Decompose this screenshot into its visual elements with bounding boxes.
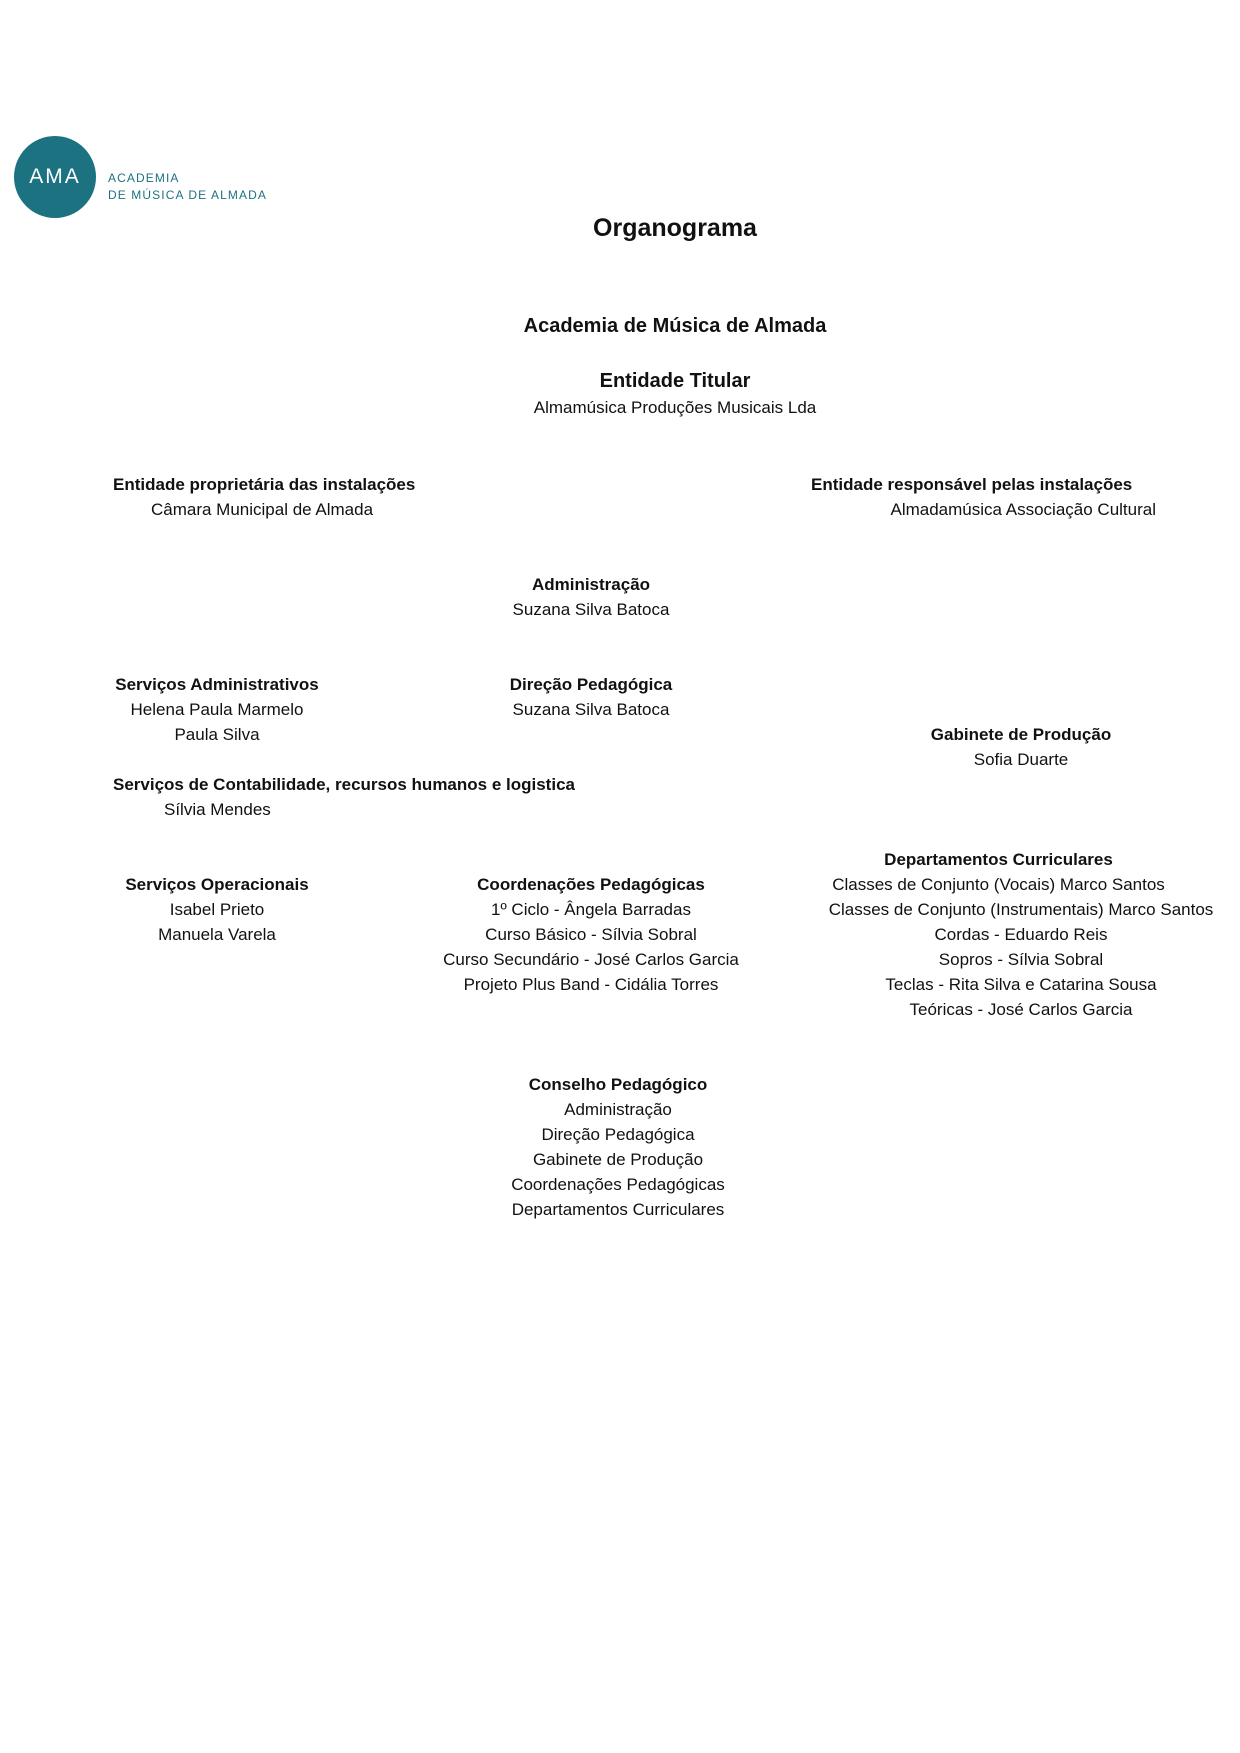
administracao-value: Suzana Silva Batoca [512,600,670,619]
conselho-pedagogico [468,1072,768,1222]
servicos-administrativos-member: Paula Silva [174,725,260,744]
page-title: Organograma [593,214,757,242]
servicos-operacionais [92,872,342,947]
departamento-item: Cordas - Eduardo Reis [934,925,1108,944]
conselho-pedagogico-heading: Conselho Pedagógico [528,1075,708,1094]
entidade-titular-heading: Entidade Titular [599,370,751,392]
entidade-proprietaria-heading: Entidade proprietária das instalações [113,475,416,494]
gabinete-producao [896,722,1146,772]
conselho-item: Departamentos Curriculares [511,1200,725,1219]
logo-line-2: DE MÚSICA DE ALMADA [108,188,267,202]
departamento-item: Sopros - Sílvia Sobral [938,950,1104,969]
servicos-operacionais-member: Manuela Varela [158,925,276,944]
administracao [468,572,714,622]
coordenacoes-pedagogicas [436,872,746,997]
gabinete-producao-value: Sofia Duarte [973,750,1069,769]
departamento-item: Classes de Conjunto (Instrumentais) Marco Santos [828,900,1214,919]
servicos-administrativos [92,672,342,747]
coordenacao-item: 1º Ciclo - Ângela Barradas [491,900,691,919]
conselho-item: Administração [564,1100,672,1119]
entidade-proprietaria-value: Câmara Municipal de Almada [150,500,374,519]
logo-wordmark [108,170,267,204]
logo-abbr: AMA [29,165,81,188]
administracao-heading: Administração [531,575,651,594]
entidade-responsavel [811,472,1156,522]
servicos-administrativos-heading: Serviços Administrativos [115,675,319,694]
conselho-item: Gabinete de Produção [532,1150,704,1169]
entidade-responsavel-value: Almadamúsica Associação Cultural [890,500,1156,519]
departamentos-curriculares [816,847,1226,1022]
conselho-item: Coordenações Pedagógicas [511,1175,725,1194]
entidade-titular [0,367,1240,420]
conselho-item: Direção Pedagógica [541,1125,695,1144]
entidade-proprietaria [113,472,416,522]
coordenacoes-pedagogicas-heading: Coordenações Pedagógicas [477,875,705,894]
servicos-contabilidade-value: Sílvia Mendes [164,800,271,819]
departamento-item: Teóricas - José Carlos Garcia [909,1000,1133,1019]
direcao-pedagogica-heading: Direção Pedagógica [509,675,673,694]
entidade-titular-value: Almamúsica Produções Musicais Lda [533,398,817,417]
servicos-operacionais-heading: Serviços Operacionais [125,875,309,894]
coordenacao-item: Projeto Plus Band - Cidália Torres [463,975,719,994]
departamento-item: Teclas - Rita Silva e Catarina Sousa [885,975,1157,994]
gabinete-producao-heading: Gabinete de Produção [930,725,1112,744]
logo-line-1: ACADEMIA [108,171,180,185]
coordenacao-item: Curso Básico - Sílvia Sobral [485,925,697,944]
departamentos-curriculares-heading: Departamentos Curriculares [884,850,1113,869]
coordenacao-item: Curso Secundário - José Carlos Garcia [443,950,739,969]
organization-name: Academia de Música de Almada [523,315,827,337]
logo-badge [14,136,96,218]
entidade-responsavel-heading: Entidade responsável pelas instalações [811,475,1133,494]
servicos-contabilidade [113,772,575,822]
direcao-pedagogica-value: Suzana Silva Batoca [512,700,670,719]
servicos-operacionais-member: Isabel Prieto [169,900,265,919]
direcao-pedagogica [468,672,714,722]
servicos-administrativos-member: Helena Paula Marmelo [130,700,304,719]
departamento-item: Classes de Conjunto (Vocais) Marco Santos [832,875,1165,894]
servicos-contabilidade-heading: Serviços de Contabilidade, recursos humanos e logistica [113,775,575,794]
